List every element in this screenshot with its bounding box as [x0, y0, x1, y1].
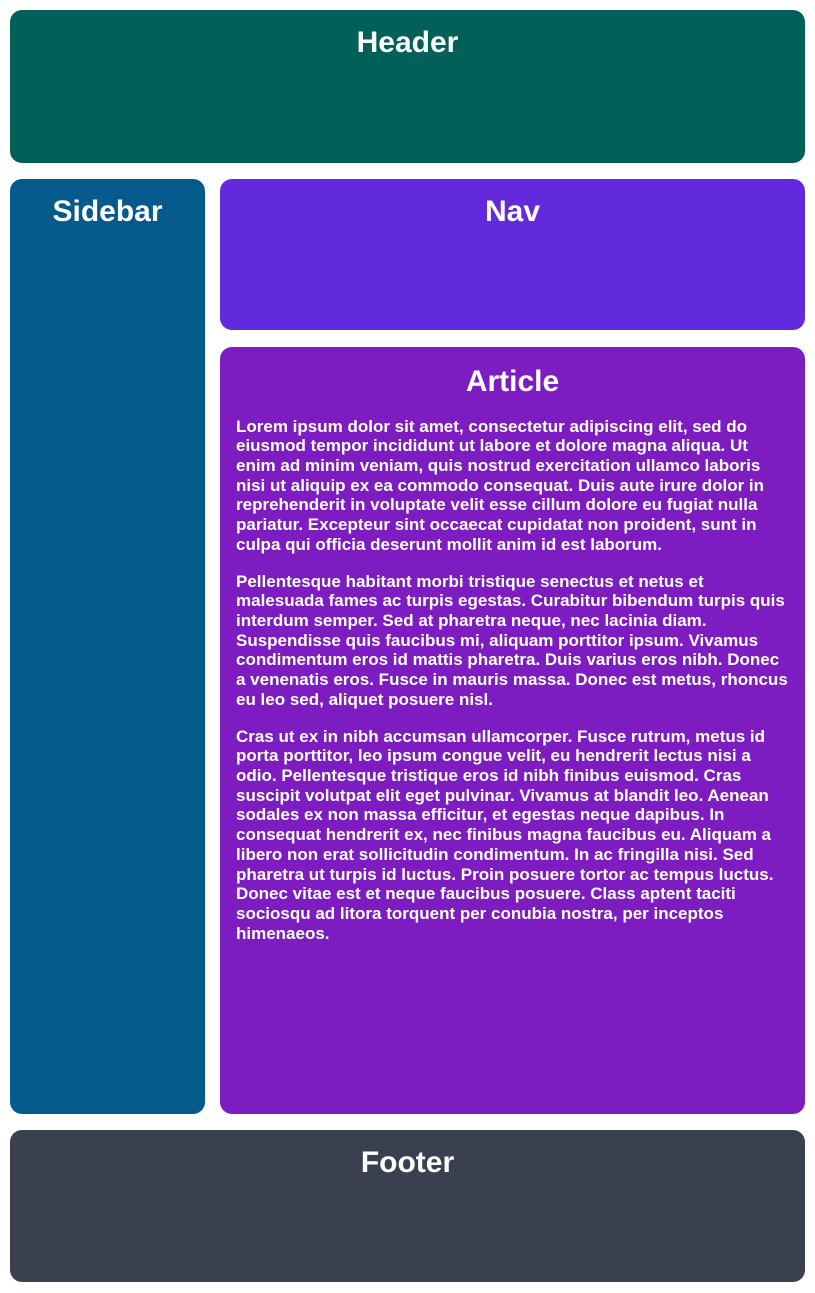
content-row	[10, 179, 805, 1114]
sidebar	[10, 179, 205, 1114]
article-paragraph-1: Lorem ipsum dolor sit amet, consectetur adipiscing elit, sed do eiusmod tempor incididunt ut labore et dolore magna aliqua. Ut enim ad minim veniam, quis nostrud exercitation ullamco laboris nisi ut aliquip ex ea commodo consequat. Duis aute irure dolor in reprehenderit in voluptate velit esse cillum dolore eu fugiat nulla pariatur. Excepteur sint occaecat cupidatat non proident, sunt in culpa qui officia deserunt mollit anim id est laborum.	[236, 416, 765, 554]
article	[220, 347, 805, 1114]
footer	[10, 1130, 805, 1282]
header	[10, 10, 805, 163]
sidebar-title: Sidebar	[52, 195, 163, 228]
header-title: Header	[356, 26, 459, 59]
nav-title: Nav	[484, 195, 541, 228]
main-column	[220, 179, 805, 1114]
article-paragraph-2: Pellentesque habitant morbi tristique senectus et netus et malesuada fames ac turpis egestas. Curabitur bibendum turpis quis interdum semper. Sed at pharetra neque, nec lacinia diam. Suspendisse quis faucibus mi, aliquam porttitor ipsum. Vivamus condimentum eros id mattis pharetra. Duis varius eros nibh. Donec a venenatis eros. Fusce in mauris massa. Donec est metus, rhoncus eu leo sed, aliquet posuere nisl.	[236, 571, 788, 709]
article-title: Article	[465, 365, 560, 398]
nav	[220, 179, 805, 330]
article-paragraph-3: Cras ut ex in nibh accumsan ullamcorper. Fusce rutrum, metus id porta porttitor, leo ipsum congue velit, eu hendrerit lectus nisi a odio. Pellentesque tristique eros id nibh finibus euismod. Cras suscipit volutpat elit eget pulvinar. Vivamus at blandit leo. Aenean sodales ex non massa efficitur, et egestas neque dapibus. In consequat hendrerit ex, nec finibus magna faucibus eu. Aliquam a libero non erat sollicitudin condimentum. In ac fringilla nisi. Sed pharetra ut turpis id luctus. Proin posuere tortor ac tempus luctus. Donec vitae est et neque faucibus posuere. Class aptent taciti sociosqu ad litora torquent per conubia nostra, per inceptos himenaeos.	[236, 726, 774, 943]
footer-title: Footer	[360, 1146, 455, 1179]
